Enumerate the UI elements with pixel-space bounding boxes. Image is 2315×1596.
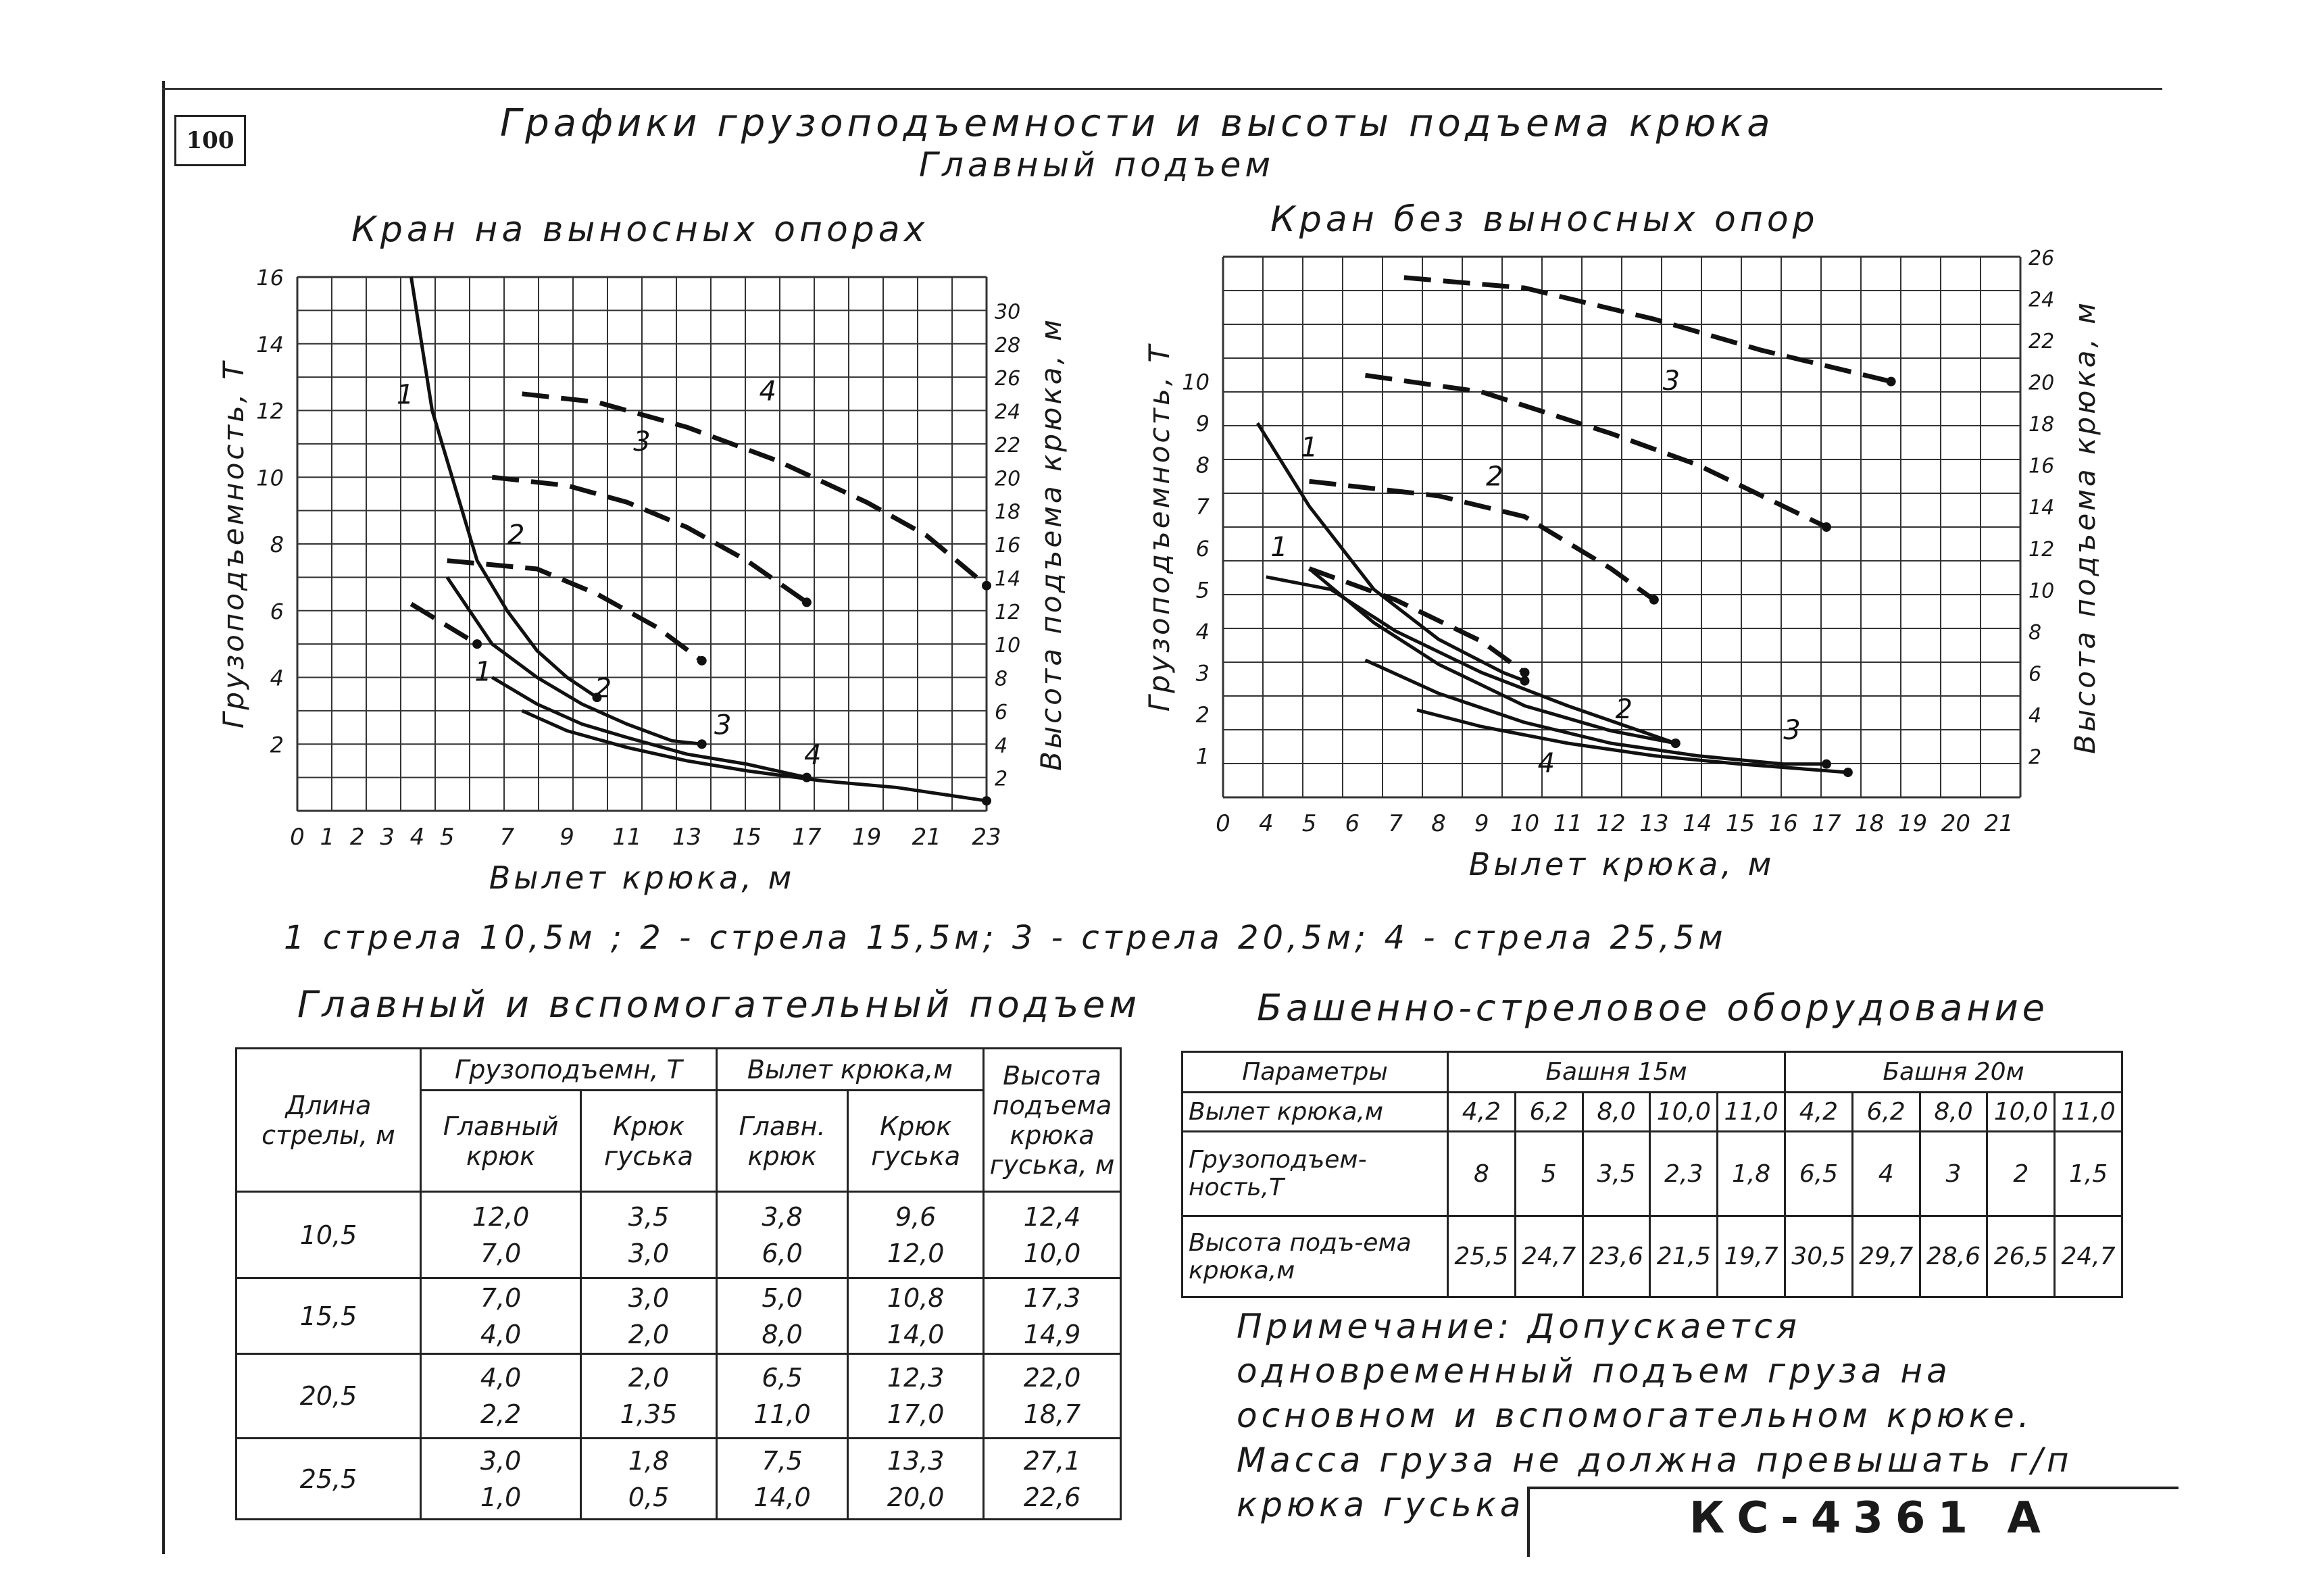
cell-height: 17,3 14,9 — [984, 1278, 1121, 1354]
series-endpoint — [1671, 739, 1681, 748]
cell-reach-jib: 10,8 14,0 — [848, 1278, 984, 1354]
cell-capacity: 4 — [1852, 1132, 1920, 1216]
x-tick-label: 19 — [1897, 810, 1928, 837]
series-line-height-3 — [492, 477, 807, 602]
cell-reach: 8,0 — [1583, 1093, 1650, 1132]
series-line-height-4 — [1404, 278, 1891, 382]
cell-reach: 4,2 — [1448, 1093, 1516, 1132]
tower-table — [1181, 1051, 2123, 1298]
y2-tick-label: 14 — [2028, 496, 2055, 520]
y-tick-label: 4 — [1195, 618, 1210, 645]
y-tick-label: 12 — [256, 398, 284, 424]
chart-left-title: Кран на выносных опорах — [351, 209, 929, 250]
header-reach: Вылет крюка,м — [716, 1049, 983, 1091]
cell-reach-main: 7,5 14,0 — [716, 1439, 848, 1520]
table-row — [237, 1192, 1121, 1278]
cell-capacity: 5 — [1515, 1132, 1583, 1216]
curve-label: 1 — [1300, 432, 1318, 464]
cell-capacity: 3 — [1920, 1132, 1987, 1216]
cell-height: 26,5 — [1987, 1216, 2055, 1297]
curve-label: 3 — [1662, 365, 1681, 397]
y-tick-label: 1 — [1195, 743, 1210, 770]
x-tick-label: 4 — [1258, 810, 1274, 837]
cell-height: 22,0 18,7 — [984, 1354, 1121, 1439]
x-tick-label: 7 — [1388, 810, 1403, 837]
y2-tick-label: 26 — [995, 367, 1021, 391]
x-tick-label: 15 — [732, 824, 762, 851]
curve-label: 2 — [1486, 461, 1503, 493]
header-main-hook: Главный крюк — [421, 1091, 581, 1192]
y-tick-label: 5 — [1195, 577, 1210, 603]
series-endpoint — [1649, 595, 1659, 605]
y-axis-label: Грузоподъемность, Т — [217, 359, 250, 729]
y-tick-label: 8 — [1195, 452, 1210, 478]
header-params: Параметры — [1183, 1052, 1448, 1093]
cell-height: 30,5 — [1785, 1216, 1852, 1297]
note-text: Примечание: Допускается одновременный подъем груза на основном и вспомогательном крюке. Масса груза не должна превышать г/п крюка гуська — [1237, 1307, 2073, 1524]
boom-legend: 1 стрела 10,5м ; 2 - стрела 15,5м; 3 - стрела 20,5м; 4 - стрела 25,5м — [284, 919, 1727, 957]
cell-height: 23,6 — [1583, 1216, 1650, 1297]
series-line-load-3 — [492, 678, 807, 778]
drawing-code: КС-4361 А — [1689, 1493, 2053, 1543]
cell-capacity: 3,5 — [1583, 1132, 1650, 1216]
series-endpoint — [697, 656, 707, 666]
y-tick-label: 4 — [270, 665, 284, 691]
y2-tick-label: 18 — [2028, 413, 2055, 437]
x-tick-label: 11 — [1553, 810, 1583, 837]
cell-reach-jib: 13,3 20,0 — [848, 1439, 984, 1520]
header-main-hook-short: Главн. крюк — [716, 1091, 848, 1192]
y2-tick-label: 6 — [2028, 662, 2042, 687]
cell-length: 25,5 — [237, 1439, 421, 1520]
y2-axis-label: Высота подъема крюка, м — [2068, 300, 2101, 754]
curve-label: 1 — [1270, 532, 1288, 564]
y2-tick-label: 30 — [995, 300, 1021, 324]
cell-reach: 10,0 — [1650, 1093, 1718, 1132]
x-axis-label: Вылет крюка, м — [489, 859, 795, 896]
cell-height: 24,7 — [1515, 1216, 1583, 1297]
table-row — [237, 1278, 1121, 1354]
x-tick-label: 7 — [499, 824, 515, 851]
x-tick-label: 3 — [380, 824, 395, 851]
x-tick-label: 19 — [851, 824, 882, 851]
x-tick-label: 6 — [1345, 810, 1360, 837]
x-tick-label: 11 — [612, 824, 642, 851]
y2-tick-label: 20 — [2028, 371, 2055, 395]
header-tower-20: Башня 20м — [1785, 1052, 2122, 1093]
y-tick-label: 9 — [1195, 411, 1210, 437]
curve-label: 4 — [804, 739, 822, 771]
x-tick-label: 16 — [1768, 810, 1798, 837]
cell-height: 19,7 — [1718, 1216, 1785, 1297]
y-tick-label: 6 — [270, 598, 284, 624]
curve-label: 4 — [1537, 748, 1555, 780]
y2-tick-label: 26 — [2028, 247, 2055, 270]
cell-cap-main: 3,0 1,0 — [421, 1439, 581, 1520]
row-label-capacity: Грузоподъем-ность,Т — [1183, 1132, 1448, 1216]
y2-tick-label: 18 — [995, 500, 1021, 524]
curve-label: 1 — [474, 656, 492, 688]
frame-top-border — [162, 88, 2162, 90]
series-line-load-1 — [1258, 423, 1524, 681]
chart-right-title: Кран без выносных опор — [1270, 199, 1819, 240]
x-tick-label: 5 — [439, 824, 455, 851]
curve-label: 2 — [1615, 694, 1633, 726]
curve-label: 1 — [396, 379, 414, 411]
x-axis-label: Вылет крюка, м — [1468, 846, 1775, 882]
series-endpoint — [1520, 676, 1529, 686]
cell-reach: 6,2 — [1515, 1093, 1583, 1132]
cell-reach: 4,2 — [1785, 1093, 1852, 1132]
x-tick-label: 13 — [1639, 810, 1669, 837]
x-tick-label: 21 — [1984, 810, 2014, 837]
cell-cap-jib: 3,5 3,0 — [581, 1192, 717, 1278]
cell-height: 29,7 — [1852, 1216, 1920, 1297]
row-label-reach: Вылет крюка,м — [1183, 1093, 1448, 1132]
y2-tick-label: 24 — [995, 400, 1021, 424]
cell-reach: 6,2 — [1852, 1093, 1920, 1132]
cell-cap-jib: 1,8 0,5 — [581, 1439, 717, 1520]
y-tick-label: 10 — [1182, 369, 1210, 395]
cell-capacity: 6,5 — [1785, 1132, 1852, 1216]
series-endpoint — [1843, 768, 1853, 777]
series-endpoint — [697, 739, 707, 749]
cell-capacity: 2,3 — [1650, 1132, 1718, 1216]
y2-tick-label: 4 — [2028, 703, 2042, 728]
table-row-height — [1183, 1216, 2122, 1297]
y-tick-label: 8 — [270, 532, 284, 557]
header-tower-15: Башня 15м — [1448, 1052, 1785, 1093]
y2-tick-label: 14 — [995, 567, 1021, 591]
x-tick-label: 17 — [792, 824, 822, 851]
x-tick-label: 20 — [1941, 810, 1970, 837]
x-tick-label: 0 — [1216, 810, 1230, 837]
curve-label: 3 — [1783, 714, 1801, 746]
x-tick-label: 15 — [1725, 810, 1756, 837]
chart-right — [1143, 247, 2149, 899]
cell-length: 20,5 — [237, 1354, 421, 1439]
y2-tick-label: 10 — [2028, 579, 2055, 603]
x-tick-label: 8 — [1431, 810, 1446, 837]
curve-label: 2 — [594, 673, 612, 705]
y2-tick-label: 4 — [995, 734, 1008, 758]
header-jib-hook-2: Крюк гуська — [848, 1091, 984, 1192]
cell-height: 24,7 — [2055, 1216, 2122, 1297]
x-tick-label: 2 — [349, 824, 365, 851]
cell-reach: 11,0 — [2055, 1093, 2122, 1132]
series-endpoint — [472, 639, 482, 649]
cell-capacity: 2 — [1987, 1132, 2055, 1216]
cell-height: 21,5 — [1650, 1216, 1718, 1297]
y2-tick-label: 16 — [995, 534, 1021, 557]
table-row-capacity — [1183, 1132, 2122, 1216]
series-endpoint — [802, 597, 812, 607]
series-endpoint — [1520, 668, 1529, 677]
series-endpoint — [1887, 377, 1896, 386]
x-tick-label: 0 — [290, 824, 305, 851]
y2-axis-label: Высота подъема крюка, м — [1035, 317, 1068, 771]
cell-reach: 10,0 — [1987, 1093, 2055, 1132]
series-line-height-3 — [1365, 375, 1826, 527]
cell-capacity: 1,5 — [2055, 1132, 2122, 1216]
row-label-height: Высота подъ-ема крюка,м — [1183, 1216, 1448, 1297]
header-length: Длина стрелы, м — [237, 1049, 421, 1192]
x-tick-label: 13 — [672, 824, 702, 851]
table-row — [237, 1354, 1121, 1439]
cell-cap-main: 7,0 4,0 — [421, 1278, 581, 1354]
cell-cap-jib: 3,0 2,0 — [581, 1278, 717, 1354]
y-tick-label: 2 — [1195, 701, 1210, 728]
cell-reach-jib: 12,3 17,0 — [848, 1354, 984, 1439]
y2-tick-label: 10 — [995, 634, 1021, 658]
header-capacity: Грузоподъемн, Т — [421, 1049, 717, 1091]
x-tick-label: 5 — [1301, 810, 1317, 837]
cell-reach: 8,0 — [1920, 1093, 1987, 1132]
table-row-reach — [1183, 1093, 2122, 1132]
x-tick-label: 18 — [1855, 810, 1885, 837]
cell-height: 12,4 10,0 — [984, 1192, 1121, 1278]
cell-reach-main: 3,8 6,0 — [716, 1192, 848, 1278]
frame-left-border — [162, 81, 165, 1554]
x-tick-label: 1 — [320, 824, 335, 851]
y-tick-label: 6 — [1195, 535, 1210, 562]
series-line-height-2 — [1310, 481, 1654, 599]
y2-tick-label: 20 — [995, 467, 1021, 491]
y-tick-label: 10 — [256, 465, 284, 491]
cell-cap-main: 12,0 7,0 — [421, 1192, 581, 1278]
y-tick-label: 7 — [1195, 494, 1210, 520]
y2-tick-label: 6 — [995, 700, 1008, 724]
cell-reach: 11,0 — [1718, 1093, 1785, 1132]
series-endpoint — [1822, 522, 1831, 532]
curve-label: 3 — [714, 709, 732, 741]
x-tick-label: 12 — [1596, 810, 1626, 837]
x-tick-label: 10 — [1510, 810, 1540, 837]
curve-label: 4 — [759, 376, 776, 407]
y2-tick-label: 8 — [995, 667, 1008, 691]
y-tick-label: 2 — [270, 732, 284, 758]
page-title: Графики грузоподъемности и высоты подъема крюка — [500, 101, 1774, 145]
x-tick-label: 4 — [409, 824, 425, 851]
cell-length: 10,5 — [237, 1192, 421, 1278]
y2-tick-label: 22 — [995, 433, 1021, 457]
series-endpoint — [982, 581, 991, 591]
cell-cap-jib: 2,0 1,35 — [581, 1354, 717, 1439]
y2-tick-label: 16 — [2028, 454, 2055, 478]
cell-reach-main: 5,0 8,0 — [716, 1278, 848, 1354]
header-jib-hook: Крюк гуська — [581, 1091, 717, 1192]
y2-tick-label: 12 — [995, 600, 1021, 624]
page-subtitle: Главный подъем — [919, 145, 1275, 184]
x-tick-label: 23 — [972, 824, 1001, 851]
page-number: 100 — [174, 115, 246, 166]
chart-left — [216, 257, 1162, 905]
y-tick-label: 3 — [1195, 660, 1210, 687]
series-endpoint — [982, 796, 991, 805]
x-tick-label: 17 — [1812, 810, 1841, 837]
cell-capacity: 1,8 — [1718, 1132, 1785, 1216]
cell-height: 27,1 22,6 — [984, 1439, 1121, 1520]
y-tick-label: 16 — [256, 265, 284, 291]
table-row — [237, 1439, 1121, 1520]
series-endpoint — [1822, 759, 1831, 769]
header-height: Высота подъема крюка гуська, м — [984, 1049, 1121, 1192]
cell-height: 25,5 — [1448, 1216, 1516, 1297]
curve-label: 3 — [633, 426, 651, 457]
x-tick-label: 9 — [1474, 810, 1489, 837]
y-axis-label: Грузоподъемность, Т — [1143, 342, 1176, 712]
cell-cap-main: 4,0 2,2 — [421, 1354, 581, 1439]
curve-label: 2 — [507, 520, 525, 551]
series-line-height-4 — [522, 394, 987, 586]
main-table-title: Главный и вспомогательный подъем — [297, 983, 1141, 1026]
cell-reach-jib: 9,6 12,0 — [848, 1192, 984, 1278]
y2-tick-label: 12 — [2028, 537, 2055, 562]
x-tick-label: 9 — [559, 824, 574, 851]
y-tick-label: 14 — [256, 331, 284, 357]
cell-length: 15,5 — [237, 1278, 421, 1354]
cell-capacity: 8 — [1448, 1132, 1516, 1216]
main-table — [235, 1047, 1122, 1520]
y2-tick-label: 24 — [2028, 288, 2055, 312]
tower-table-title: Башенно-стреловое оборудование — [1257, 987, 2049, 1029]
y2-tick-label: 8 — [2028, 620, 2042, 645]
cell-height: 28,6 — [1920, 1216, 1987, 1297]
y2-tick-label: 28 — [995, 333, 1021, 357]
x-tick-label: 21 — [912, 824, 941, 851]
cell-reach-main: 6,5 11,0 — [716, 1354, 848, 1439]
series-line-load-1 — [1266, 577, 1676, 743]
y2-tick-label: 22 — [2028, 330, 2055, 354]
y2-tick-label: 2 — [2028, 745, 2042, 770]
series-line-load-4 — [522, 711, 987, 801]
x-tick-label: 14 — [1682, 810, 1712, 837]
y2-tick-label: 2 — [995, 767, 1008, 791]
